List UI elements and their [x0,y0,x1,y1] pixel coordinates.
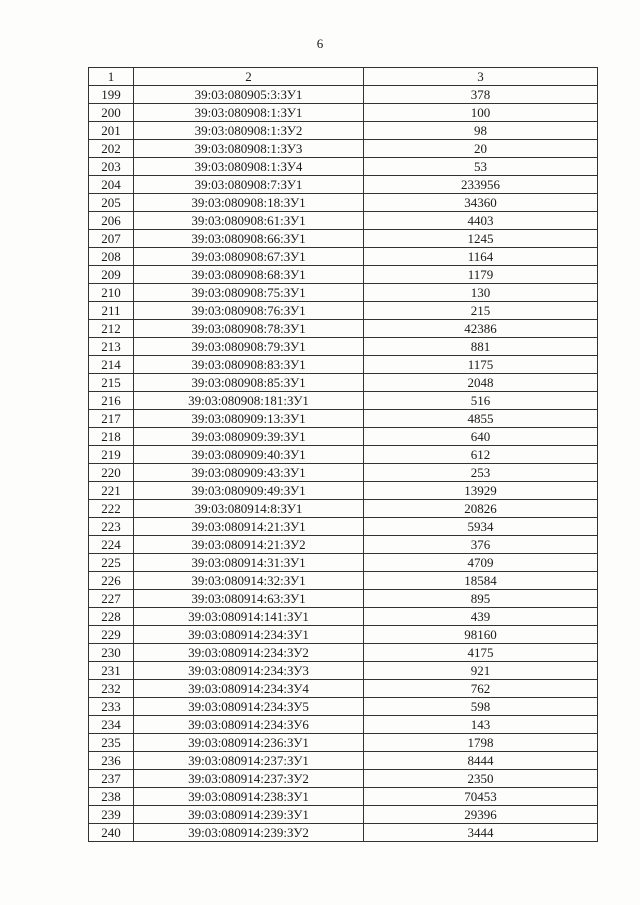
table-row [89,266,598,284]
cadastral-number-cell: 39:03:080908:68:ЗУ1 [134,266,364,284]
table-row [89,392,598,410]
row-number-cell: 231 [89,662,134,680]
cadastral-number-cell: 39:03:080914:234:ЗУ6 [134,716,364,734]
cadastral-number-cell: 39:03:080909:39:ЗУ1 [134,428,364,446]
cadastral-number-cell: 39:03:080909:13:ЗУ1 [134,410,364,428]
table-row [89,374,598,392]
row-number-cell: 240 [89,824,134,842]
table-body [89,86,598,842]
cadastral-number-cell: 39:03:080914:21:ЗУ2 [134,536,364,554]
table-row [89,662,598,680]
table-row [89,680,598,698]
row-number-cell: 220 [89,464,134,482]
table-row [89,464,598,482]
cadastral-number-cell: 39:03:080914:31:ЗУ1 [134,554,364,572]
table-row [89,140,598,158]
row-number-cell: 205 [89,194,134,212]
row-number-cell: 213 [89,338,134,356]
area-cell: 98160 [364,626,598,644]
table-row [89,734,598,752]
cadastral-number-cell: 39:03:080908:67:ЗУ1 [134,248,364,266]
table-row [89,356,598,374]
row-number-cell: 208 [89,248,134,266]
area-cell: 598 [364,698,598,716]
table-row [89,446,598,464]
row-number-cell: 230 [89,644,134,662]
cadastral-number-cell: 39:03:080914:32:ЗУ1 [134,572,364,590]
area-cell: 8444 [364,752,598,770]
row-number-cell: 232 [89,680,134,698]
table-row [89,176,598,194]
cadastral-number-cell: 39:03:080908:75:ЗУ1 [134,284,364,302]
area-cell: 5934 [364,518,598,536]
cadastral-number-cell: 39:03:080908:85:ЗУ1 [134,374,364,392]
row-number-cell: 206 [89,212,134,230]
table-row [89,248,598,266]
area-cell: 762 [364,680,598,698]
area-cell: 1179 [364,266,598,284]
row-number-cell: 236 [89,752,134,770]
table-row [89,554,598,572]
area-cell: 921 [364,662,598,680]
page-number: 6 [316,36,324,51]
area-cell: 3444 [364,824,598,842]
row-number-cell: 203 [89,158,134,176]
area-cell: 881 [364,338,598,356]
cadastral-number-cell: 39:03:080905:3:ЗУ1 [134,86,364,104]
table-row [89,194,598,212]
area-cell: 215 [364,302,598,320]
cadastral-number-cell: 39:03:080908:1:ЗУ3 [134,140,364,158]
cadastral-number-cell: 39:03:080908:79:ЗУ1 [134,338,364,356]
table-row [89,518,598,536]
table-row [89,428,598,446]
table-row [89,104,598,122]
table-row [89,752,598,770]
parcel-table [88,67,598,842]
table-row [89,482,598,500]
area-cell: 2350 [364,770,598,788]
table-row [89,320,598,338]
cadastral-number-cell: 39:03:080914:63:ЗУ1 [134,590,364,608]
cadastral-number-cell: 39:03:080908:78:ЗУ1 [134,320,364,338]
cadastral-number-cell: 39:03:080914:234:ЗУ1 [134,626,364,644]
row-number-cell: 204 [89,176,134,194]
area-cell: 895 [364,590,598,608]
table-row [89,824,598,842]
table-row [89,338,598,356]
table-row [89,806,598,824]
cadastral-number-cell: 39:03:080914:239:ЗУ2 [134,824,364,842]
area-cell: 378 [364,86,598,104]
table-row [89,788,598,806]
area-cell: 253 [364,464,598,482]
table-header-row [89,68,598,86]
table-row [89,86,598,104]
area-cell: 20826 [364,500,598,518]
area-cell: 20 [364,140,598,158]
area-cell: 18584 [364,572,598,590]
table-row [89,500,598,518]
table-row [89,302,598,320]
area-cell: 1798 [364,734,598,752]
area-cell: 130 [364,284,598,302]
row-number-cell: 202 [89,140,134,158]
row-number-cell: 207 [89,230,134,248]
area-cell: 439 [364,608,598,626]
cadastral-number-cell: 39:03:080908:181:ЗУ1 [134,392,364,410]
cadastral-number-cell: 39:03:080914:236:ЗУ1 [134,734,364,752]
area-cell: 70453 [364,788,598,806]
row-number-cell: 199 [89,86,134,104]
row-number-cell: 200 [89,104,134,122]
row-number-cell: 210 [89,284,134,302]
cadastral-number-cell: 39:03:080914:237:ЗУ1 [134,752,364,770]
area-cell: 4855 [364,410,598,428]
cadastral-number-cell: 39:03:080914:234:ЗУ3 [134,662,364,680]
cadastral-number-cell: 39:03:080908:61:ЗУ1 [134,212,364,230]
column-header-3: 3 [364,68,598,86]
area-cell: 4403 [364,212,598,230]
area-cell: 516 [364,392,598,410]
area-cell: 98 [364,122,598,140]
row-number-cell: 235 [89,734,134,752]
cadastral-number-cell: 39:03:080908:1:ЗУ2 [134,122,364,140]
cadastral-number-cell: 39:03:080914:141:ЗУ1 [134,608,364,626]
area-cell: 1164 [364,248,598,266]
area-cell: 2048 [364,374,598,392]
table-row [89,716,598,734]
area-cell: 1245 [364,230,598,248]
cadastral-number-cell: 39:03:080914:234:ЗУ4 [134,680,364,698]
table-row [89,230,598,248]
area-cell: 376 [364,536,598,554]
row-number-cell: 217 [89,410,134,428]
row-number-cell: 222 [89,500,134,518]
table-row [89,608,598,626]
cadastral-number-cell: 39:03:080914:238:ЗУ1 [134,788,364,806]
row-number-cell: 218 [89,428,134,446]
row-number-cell: 212 [89,320,134,338]
row-number-cell: 219 [89,446,134,464]
cadastral-number-cell: 39:03:080914:239:ЗУ1 [134,806,364,824]
table-row [89,122,598,140]
cadastral-number-cell: 39:03:080914:234:ЗУ5 [134,698,364,716]
row-number-cell: 216 [89,392,134,410]
area-cell: 53 [364,158,598,176]
row-number-cell: 225 [89,554,134,572]
area-cell: 13929 [364,482,598,500]
table-row [89,590,598,608]
area-cell: 100 [364,104,598,122]
area-cell: 34360 [364,194,598,212]
row-number-cell: 238 [89,788,134,806]
cadastral-number-cell: 39:03:080914:237:ЗУ2 [134,770,364,788]
table-row [89,644,598,662]
row-number-cell: 221 [89,482,134,500]
row-number-cell: 229 [89,626,134,644]
table-row [89,698,598,716]
table-row [89,536,598,554]
table-row [89,158,598,176]
row-number-cell: 223 [89,518,134,536]
row-number-cell: 209 [89,266,134,284]
row-number-cell: 233 [89,698,134,716]
row-number-cell: 226 [89,572,134,590]
row-number-cell: 214 [89,356,134,374]
area-cell: 4709 [364,554,598,572]
area-cell: 1175 [364,356,598,374]
cadastral-number-cell: 39:03:080908:66:ЗУ1 [134,230,364,248]
area-cell: 612 [364,446,598,464]
area-cell: 233956 [364,176,598,194]
row-number-cell: 234 [89,716,134,734]
row-number-cell: 215 [89,374,134,392]
table-row [89,770,598,788]
cadastral-number-cell: 39:03:080908:76:ЗУ1 [134,302,364,320]
cadastral-number-cell: 39:03:080908:18:ЗУ1 [134,194,364,212]
cadastral-number-cell: 39:03:080908:1:ЗУ4 [134,158,364,176]
area-cell: 4175 [364,644,598,662]
cadastral-number-cell: 39:03:080914:21:ЗУ1 [134,518,364,536]
row-number-cell: 224 [89,536,134,554]
cadastral-number-cell: 39:03:080914:8:ЗУ1 [134,500,364,518]
row-number-cell: 227 [89,590,134,608]
cadastral-number-cell: 39:03:080909:43:ЗУ1 [134,464,364,482]
row-number-cell: 201 [89,122,134,140]
cadastral-number-cell: 39:03:080908:83:ЗУ1 [134,356,364,374]
area-cell: 42386 [364,320,598,338]
table-row [89,626,598,644]
row-number-cell: 211 [89,302,134,320]
cadastral-number-cell: 39:03:080908:1:ЗУ1 [134,104,364,122]
area-cell: 143 [364,716,598,734]
area-cell: 640 [364,428,598,446]
table-row [89,212,598,230]
cadastral-number-cell: 39:03:080908:7:ЗУ1 [134,176,364,194]
column-header-1: 1 [89,68,134,86]
column-header-2: 2 [134,68,364,86]
table-row [89,410,598,428]
table-row [89,284,598,302]
table-row [89,572,598,590]
row-number-cell: 237 [89,770,134,788]
row-number-cell: 228 [89,608,134,626]
row-number-cell: 239 [89,806,134,824]
area-cell: 29396 [364,806,598,824]
cadastral-number-cell: 39:03:080909:40:ЗУ1 [134,446,364,464]
cadastral-number-cell: 39:03:080909:49:ЗУ1 [134,482,364,500]
cadastral-number-cell: 39:03:080914:234:ЗУ2 [134,644,364,662]
